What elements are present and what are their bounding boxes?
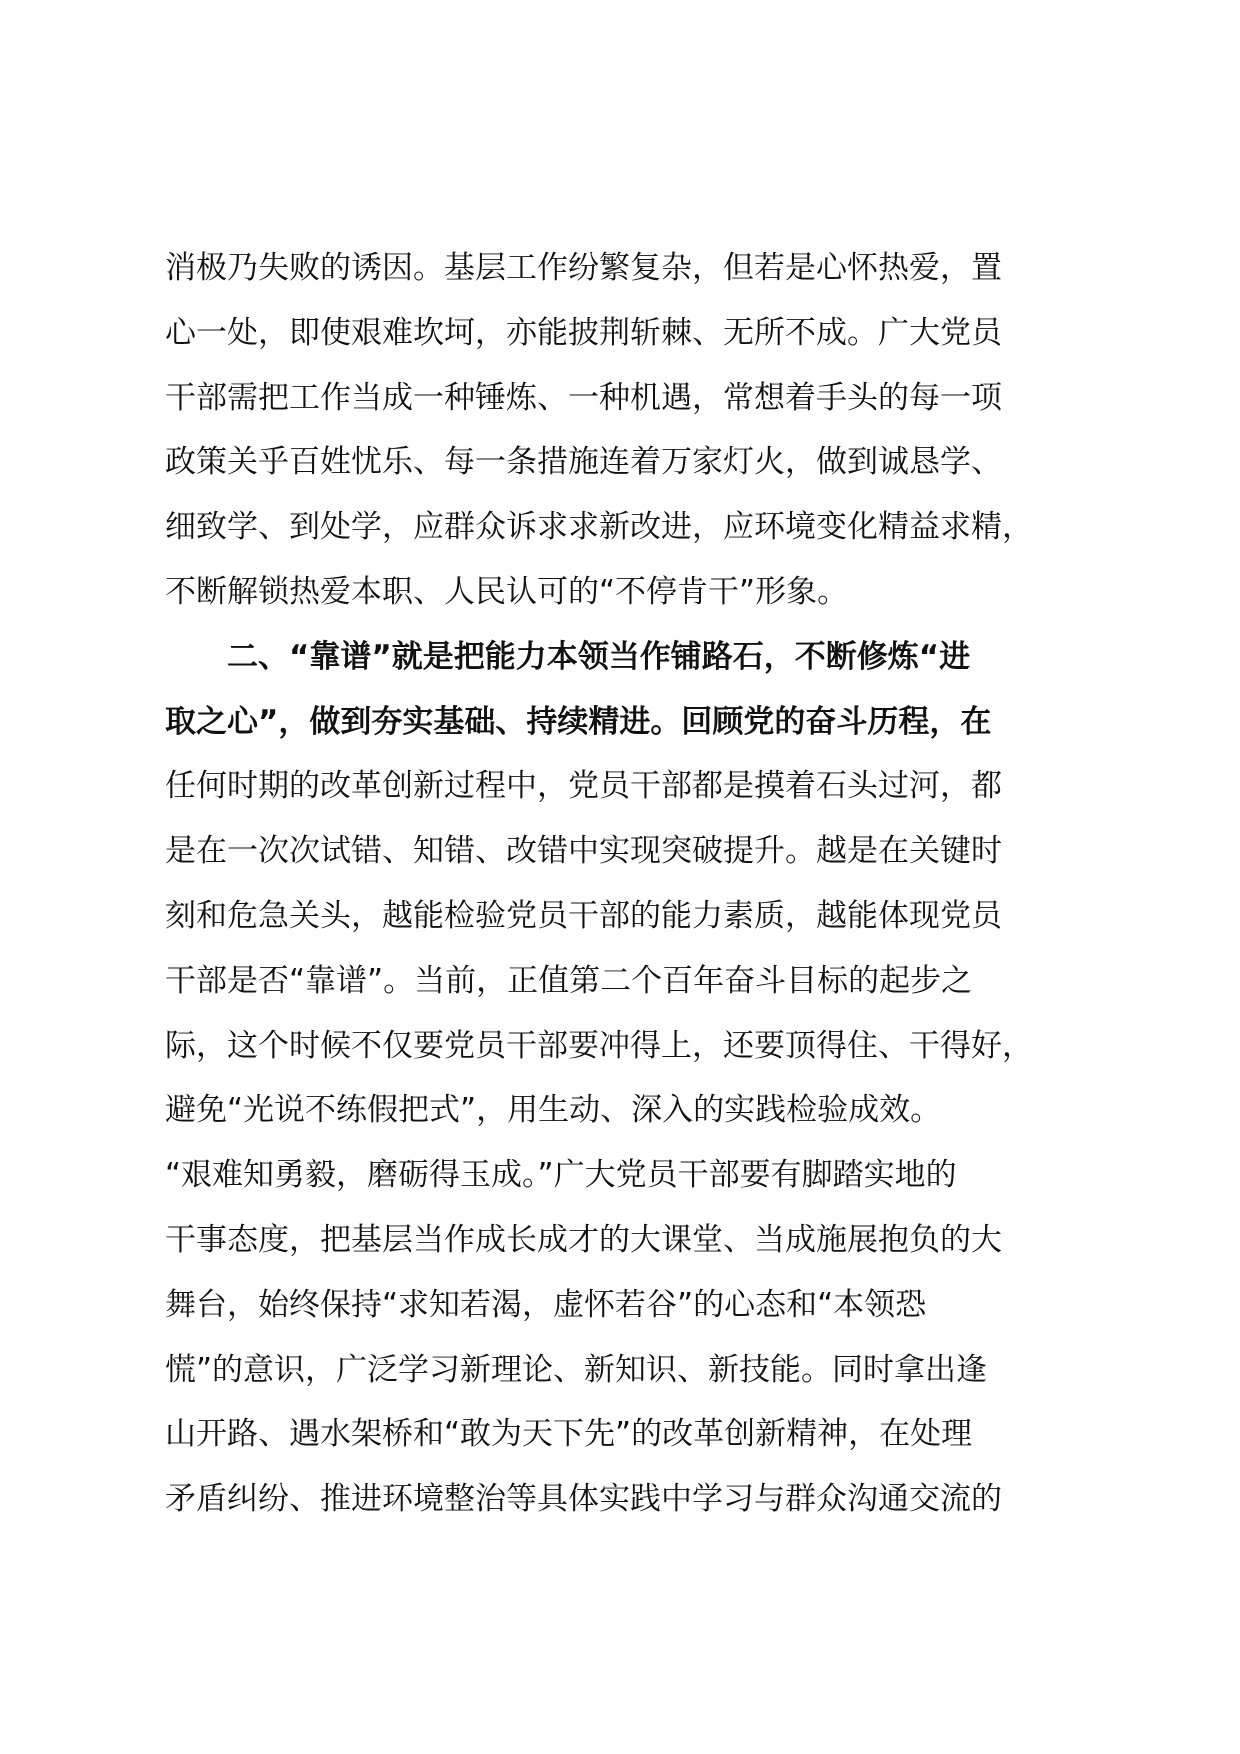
- section-heading-line: 二、“靠谱”就是把能力本领当作铺路石，不断修炼“进: [165, 638, 971, 675]
- text-line: 矛盾纠纷、推进环境整治等具体实践中学习与群众沟通交流的: [165, 1481, 1002, 1518]
- text-line: 不断解锁热爱本职、人民认可的“不停肯干”形象。: [165, 573, 849, 610]
- text-line: 刻和危急关头，越能检验党员干部的能力素质，越能体现党员: [165, 897, 1002, 934]
- text-line: 是在一次次试错、知错、改错中实现突破提升。越是在关键时: [165, 833, 1002, 870]
- body-text: [165, 236, 1125, 1532]
- section-heading-line: 取之心”，做到夯实基础、持续精进。回顾党的奋斗历程，在: [165, 703, 992, 740]
- text-line: 任何时期的改革创新过程中，党员干部都是摸着石头过河，都: [165, 768, 1002, 805]
- text-line: 细致学、到处学，应群众诉求求新改进，应环境变化精益求精，: [165, 509, 1033, 546]
- text-line: 心一处，即使艰难坎坷，亦能披荆斩棘、无所不成。广大党员: [165, 314, 1002, 351]
- text-line: “艰难知勇毅，磨砺得玉成。”广大党员干部要有脚踏实地的: [165, 1157, 957, 1194]
- text-line: 际，这个时候不仅要党员干部要冲得上，还要顶得住、干得好，: [165, 1027, 1033, 1064]
- text-line: 舞台，始终保持“求知若渴，虚怀若谷”的心态和“本领恐: [165, 1286, 927, 1323]
- text-line: 山开路、遇水架桥和“敢为天下先”的改革创新精神，在处理: [165, 1416, 973, 1453]
- text-line: 干部需把工作当成一种锤炼、一种机遇，常想着手头的每一项: [165, 379, 1002, 416]
- text-line: 干事态度，把基层当作成长成才的大课堂、当成施展抱负的大: [165, 1221, 1002, 1258]
- text-line: 避免“光说不练假把式”，用生动、深入的实践检验成效。: [165, 1092, 942, 1129]
- text-line: 慌”的意识，广泛学习新理论、新知识、新技能。同时拿出逢: [165, 1351, 988, 1388]
- text-line: 政策关乎百姓忧乐、每一条措施连着万家灯火，做到诚恳学、: [165, 444, 1002, 481]
- text-line: 干部是否“靠谱”。当前，正值第二个百年奋斗目标的起步之: [165, 962, 973, 999]
- text-line: 消极乃失败的诱因。基层工作纷繁复杂，但若是心怀热爱，置: [165, 250, 1002, 286]
